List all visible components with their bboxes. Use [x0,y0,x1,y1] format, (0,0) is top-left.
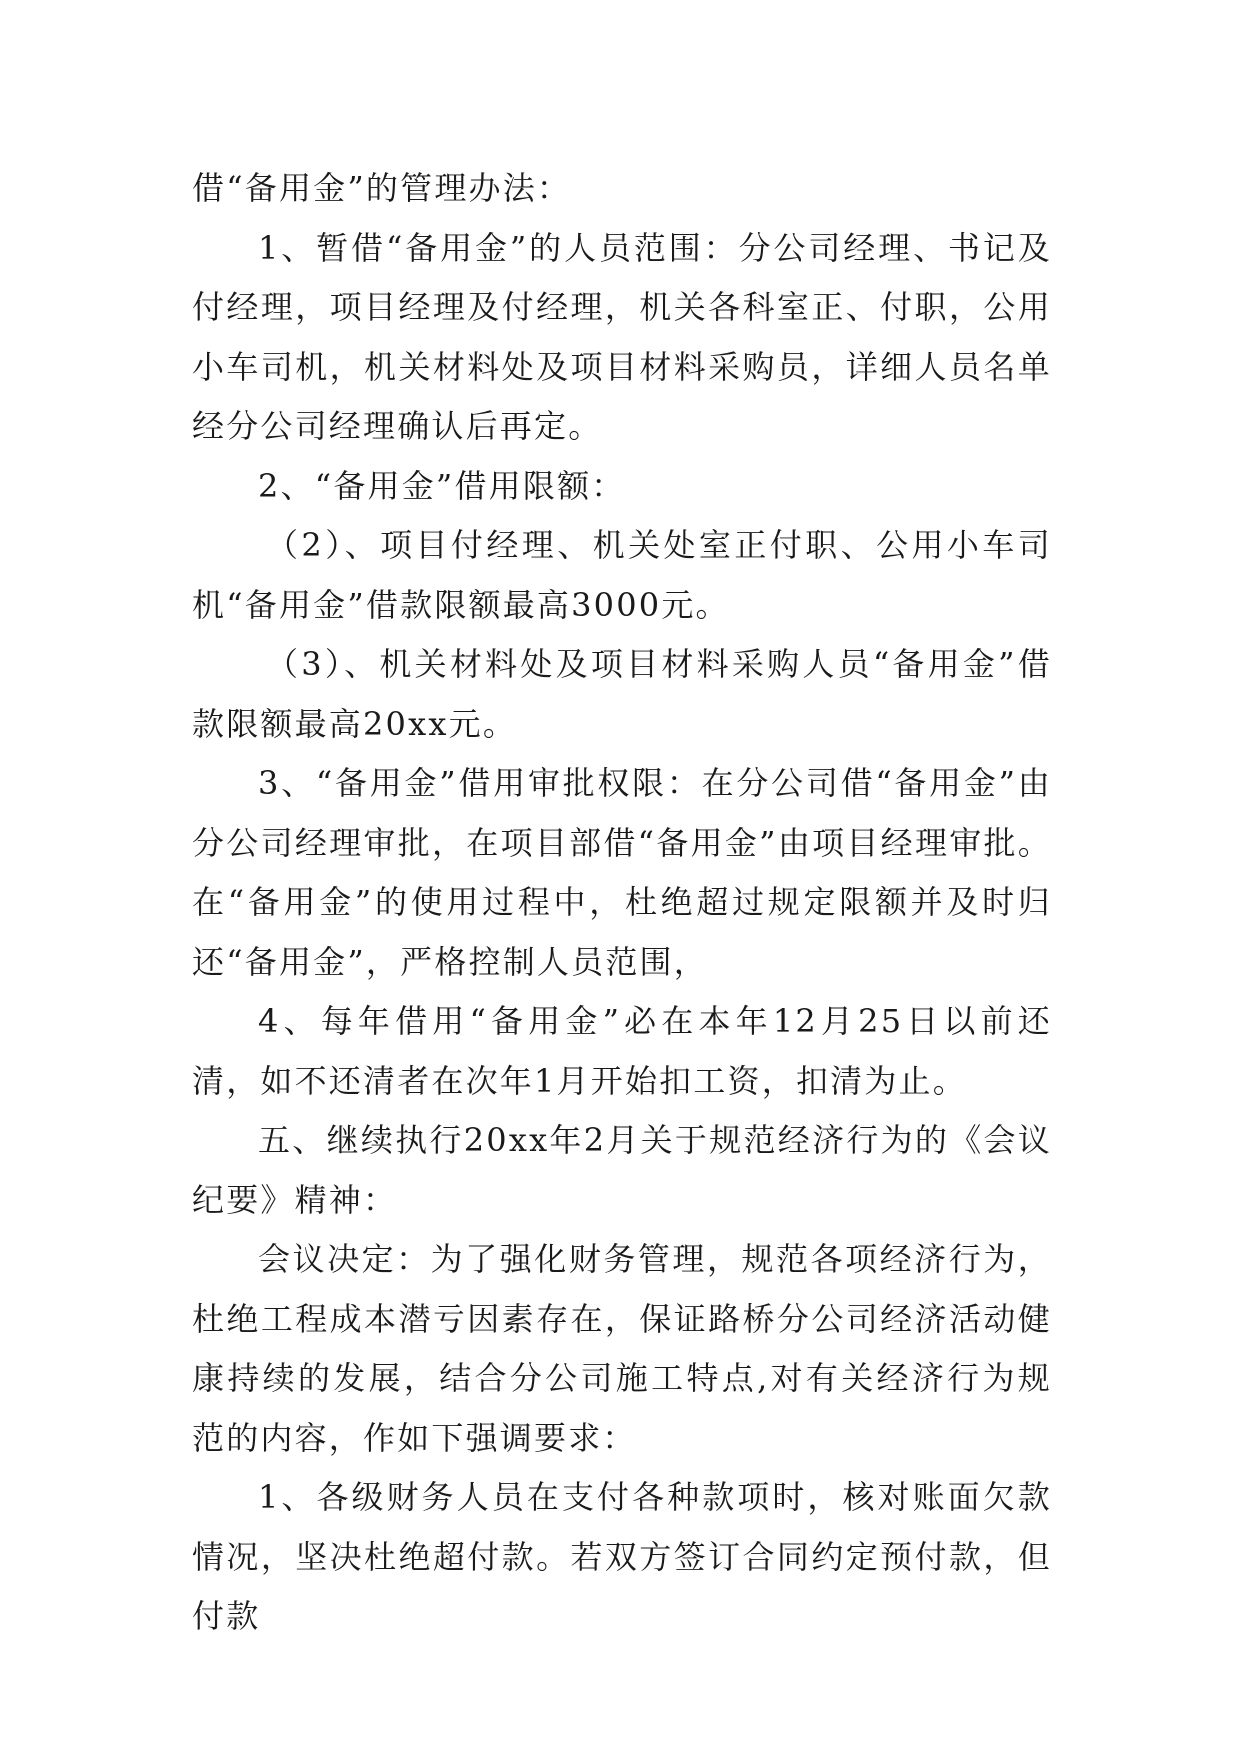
paragraph-item-3-approval: 3、“备用金”借用审批权限：在分公司借“备用金”由分公司经理审批，在项目部借“备用金”由项目经理审批。在“备用金”的使用过程中，杜绝超过规定限额并及时归还“备用金”，严格控制人员范围， [192,764,1052,981]
paragraph-requirement-1: 1、各级财务人员在支付各种款项时，核对账面欠款情况，坚决杜绝超付款。若双方签订合同约定预付款，但付款 [192,1478,1052,1635]
document-body [192,159,1052,1647]
paragraph-section-5: 五、继续执行20xx年2月关于规范经济行为的《会议纪要》精神： [192,1121,1052,1219]
paragraph-item-2-limit: 2、“备用金”借用限额： [258,466,626,505]
paragraph-item-4-repayment: 4、每年借用“备用金”必在本年12月25日以前还清，如不还清者在次年1月开始扣工资，扣清为止。 [192,1002,1052,1100]
paragraph-limit-3: （3）、机关材料处及项目材料采购人员“备用金”借款限额最高20xx元。 [192,645,1052,743]
paragraph-intro: 借“备用金”的管理办法： [192,169,572,207]
paragraph-item-1-scope: 1、暂借“备用金”的人员范围：分公司经理、书记及付经理，项目经理及付经理，机关各科室正、付职，公用小车司机，机关材料处及项目材料采购员，详细人员名单经分公司经理确认后再定。 [192,228,1052,445]
paragraph-limit-2: （2）、项目付经理、机关处室正付职、公用小车司机“备用金”借款限额最高3000元。 [192,526,1052,624]
paragraph-meeting-decision: 会议决定：为了强化财务管理，规范各项经济行为，杜绝工程成本潜亏因素存在，保证路桥分公司经济活动健康持续的发展，结合分公司施工特点,对有关经济行为规范的内容，作如下强调要求： [192,1240,1052,1457]
